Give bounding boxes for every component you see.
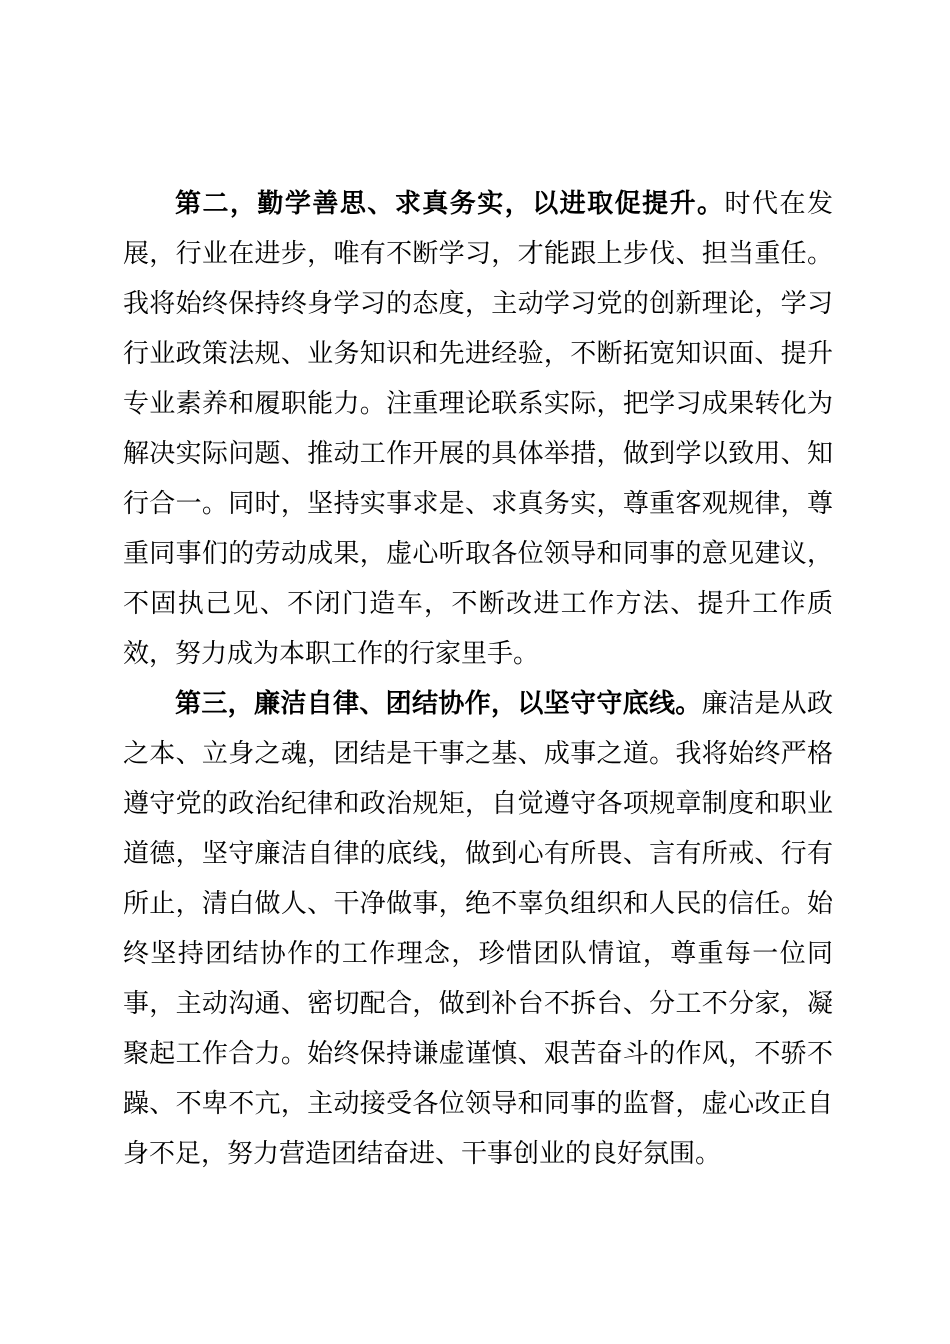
paragraph-bold-lead: 第三，廉洁自律、团结协作，以坚守守底线。 [175, 688, 702, 718]
paragraph-first-line [123, 178, 833, 228]
paragraph-line: 重同事们的劳动成果，虚心听取各位领导和同事的意见建议， [123, 538, 833, 568]
paragraph-line: 我将始终保持终身学习的态度，主动学习党的创新理论，学习 [123, 288, 833, 318]
paragraph-line: 遵守党的政治纪律和政治规矩，自觉遵守各项规章制度和职业 [123, 788, 833, 818]
paragraph-line: 展，行业在进步，唯有不断学习，才能跟上步伐、担当重任。 [123, 238, 833, 268]
paragraph-line: 不固执己见、不闭门造车，不断改进工作方法、提升工作质 [123, 588, 833, 618]
paragraph-line: 终坚持团结协作的工作理念，珍惜团队情谊，尊重每一位同 [123, 938, 833, 968]
paragraph-bold-lead: 第二，勤学善思、求真务实，以进取促提升。 [175, 188, 725, 218]
paragraph-line: 道德，坚守廉洁自律的底线，做到心有所畏、言有所戒、行有 [123, 838, 833, 868]
paragraph-third-point [123, 678, 833, 1178]
paragraph-line: 之本、立身之魂，团结是干事之基、成事之道。我将始终严格 [123, 738, 833, 768]
paragraph-first-line [123, 678, 833, 728]
paragraph-line: 行业政策法规、业务知识和先进经验，不断拓宽知识面、提升 [123, 338, 833, 368]
paragraph-last-line: 效，努力成为本职工作的行家里手。 [123, 638, 540, 668]
paragraph-line: 躁、不卑不亢，主动接受各位领导和同事的监督，虚心改正自 [123, 1088, 833, 1118]
paragraph-line: 事，主动沟通、密切配合，做到补台不拆台、分工不分家，凝 [123, 988, 833, 1018]
paragraph-line: 所止，清白做人、干净做事，绝不辜负组织和人民的信任。始 [123, 888, 833, 918]
paragraph-first-line-rest: 时代在发 [724, 188, 833, 218]
paragraph-first-line-rest: 廉洁是从政 [701, 688, 833, 718]
paragraph-second-point [123, 178, 833, 678]
paragraph-line: 专业素养和履职能力。注重理论联系实际，把学习成果转化为 [123, 388, 833, 418]
paragraph-last-line: 身不足，努力营造团结奋进、干事创业的良好氛围。 [123, 1138, 722, 1168]
paragraph-line: 行合一。同时，坚持实事求是、求真务实，尊重客观规律，尊 [123, 488, 833, 518]
paragraph-line: 解决实际问题、推动工作开展的具体举措，做到学以致用、知 [123, 438, 833, 468]
paragraph-line: 聚起工作合力。始终保持谦虚谨慎、艰苦奋斗的作风，不骄不 [123, 1038, 833, 1068]
